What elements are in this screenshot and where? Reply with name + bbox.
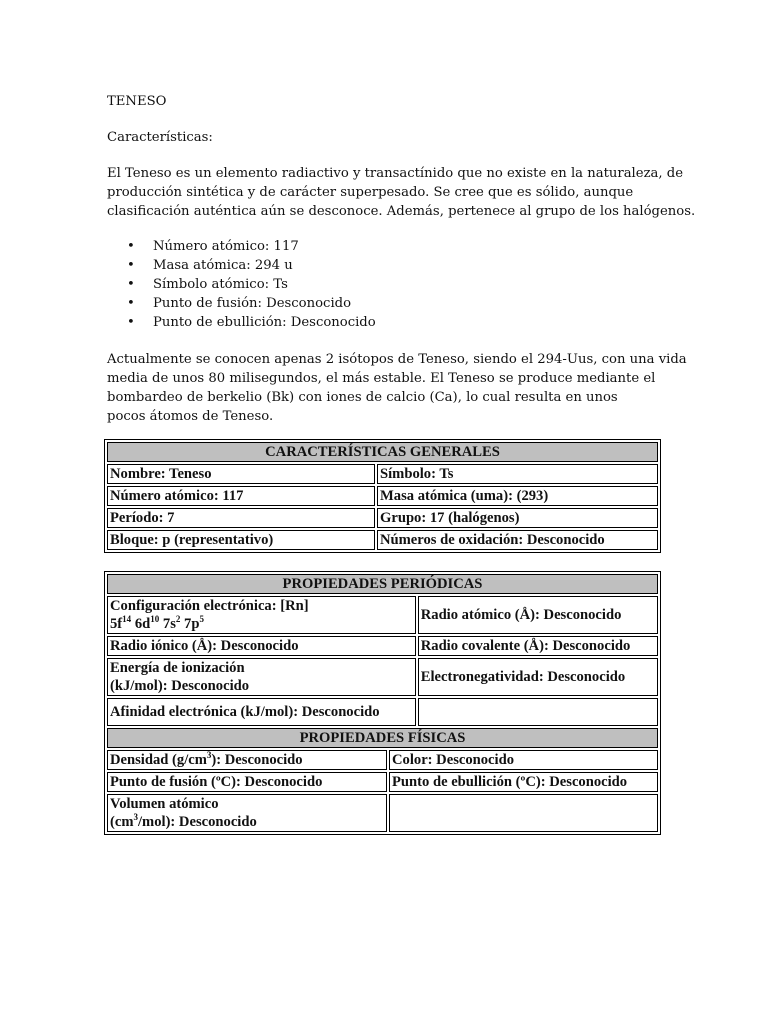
table-row	[107, 636, 658, 656]
page-title: TENESO	[107, 94, 167, 109]
table-cell: Número atómico: 117	[107, 486, 375, 506]
table-row	[107, 750, 658, 770]
atomic-volume-cell	[107, 794, 387, 832]
cell-line: Volumen atómico	[110, 796, 219, 812]
table-cell: Grupo: 17 (halógenos)	[377, 508, 658, 528]
properties-table	[104, 571, 661, 835]
table-cell: Punto de ebullición (ºC): Desconocido	[389, 772, 658, 792]
cell-line: Energía de ionización	[110, 660, 245, 676]
table-row	[107, 794, 658, 832]
table-cell: Punto de fusión (ºC): Desconocido	[107, 772, 387, 792]
table-cell: Radio covalente (Å): Desconocido	[418, 636, 658, 656]
table-cell: Bloque: p (representativo)	[107, 530, 375, 550]
paragraph-line: bombardeo de berkelio (Bk) con iones de calcio (Ca), lo cual resulta en unos	[107, 390, 618, 405]
general-characteristics-table	[104, 439, 661, 553]
table-cell: Radio iónico (Å): Desconocido	[107, 636, 416, 656]
empty-cell	[418, 698, 658, 726]
table-header: PROPIEDADES FÍSICAS	[107, 728, 658, 748]
config-formula: $5f^{14}$ $6d^{10}$ $7s^2$ $7p^5$	[110, 614, 204, 632]
intro-line: clasificación auténtica aún se desconoce. Además, pertenece al grupo de los halógenos.	[107, 204, 696, 219]
table-row	[107, 530, 658, 550]
list-item: • Punto de fusión: Desconocido	[107, 294, 376, 313]
isotopes-paragraph	[107, 350, 687, 426]
electron-configuration-cell	[107, 596, 416, 634]
table-header: CARACTERÍSTICAS GENERALES	[107, 442, 658, 462]
table-cell: Masa atómica (uma): (293)	[377, 486, 658, 506]
intro-paragraph	[107, 164, 695, 221]
table-row	[107, 596, 658, 634]
table-cell: Afinidad electrónica (kJ/mol): Desconocido	[107, 698, 416, 726]
table-row	[107, 698, 658, 726]
table-cell: Color: Desconocido	[389, 750, 658, 770]
section-subtitle: Características:	[107, 130, 213, 145]
intro-line: producción sintética y de carácter superpesado. Se cree que es sólido, aunque	[107, 185, 634, 200]
paragraph-line: media de unos 80 milisegundos, el más estable. El Teneso se produce mediante el	[107, 371, 656, 386]
table-cell: Símbolo: Ts	[377, 464, 658, 484]
cell-line: (kJ/mol): Desconocido	[110, 678, 250, 694]
table-cell: Números de oxidación: Desconocido	[377, 530, 658, 550]
table-row	[107, 658, 658, 696]
list-item: • Punto de ebullición: Desconocido	[107, 313, 376, 332]
table-cell: Radio atómico (Å): Desconocido	[418, 596, 658, 634]
list-item: • Símbolo atómico: Ts	[107, 275, 376, 294]
table-cell: Nombre: Teneso	[107, 464, 375, 484]
paragraph-line: Actualmente se conocen apenas 2 isótopos de Teneso, siendo el 294-Uus, con una vida	[107, 352, 687, 367]
table-row	[107, 508, 658, 528]
table-cell: Período: 7	[107, 508, 375, 528]
paragraph-line: pocos átomos de Teneso.	[107, 409, 274, 424]
list-item: • Masa atómica: 294 u	[107, 256, 376, 275]
intro-line: El Teneso es un elemento radiactivo y transactínido que no existe en la naturaleza, de	[107, 166, 684, 181]
list-item: • Número atómico: 117	[107, 237, 376, 256]
properties-list	[107, 237, 376, 332]
table-header: PROPIEDADES PERIÓDICAS	[107, 574, 658, 594]
table-row	[107, 486, 658, 506]
ionization-energy-cell	[107, 658, 416, 696]
config-label: Configuración electrónica: [Rn]	[110, 598, 309, 614]
density-cell: Densidad $(g/cm^3)$: Desconocido	[107, 750, 387, 770]
table-row	[107, 772, 658, 792]
empty-cell	[389, 794, 658, 832]
table-cell: Electronegatividad: Desconocido	[418, 658, 658, 696]
cell-line: $(cm^3/mol)$: Desconocido	[110, 812, 257, 830]
table-row	[107, 464, 658, 484]
